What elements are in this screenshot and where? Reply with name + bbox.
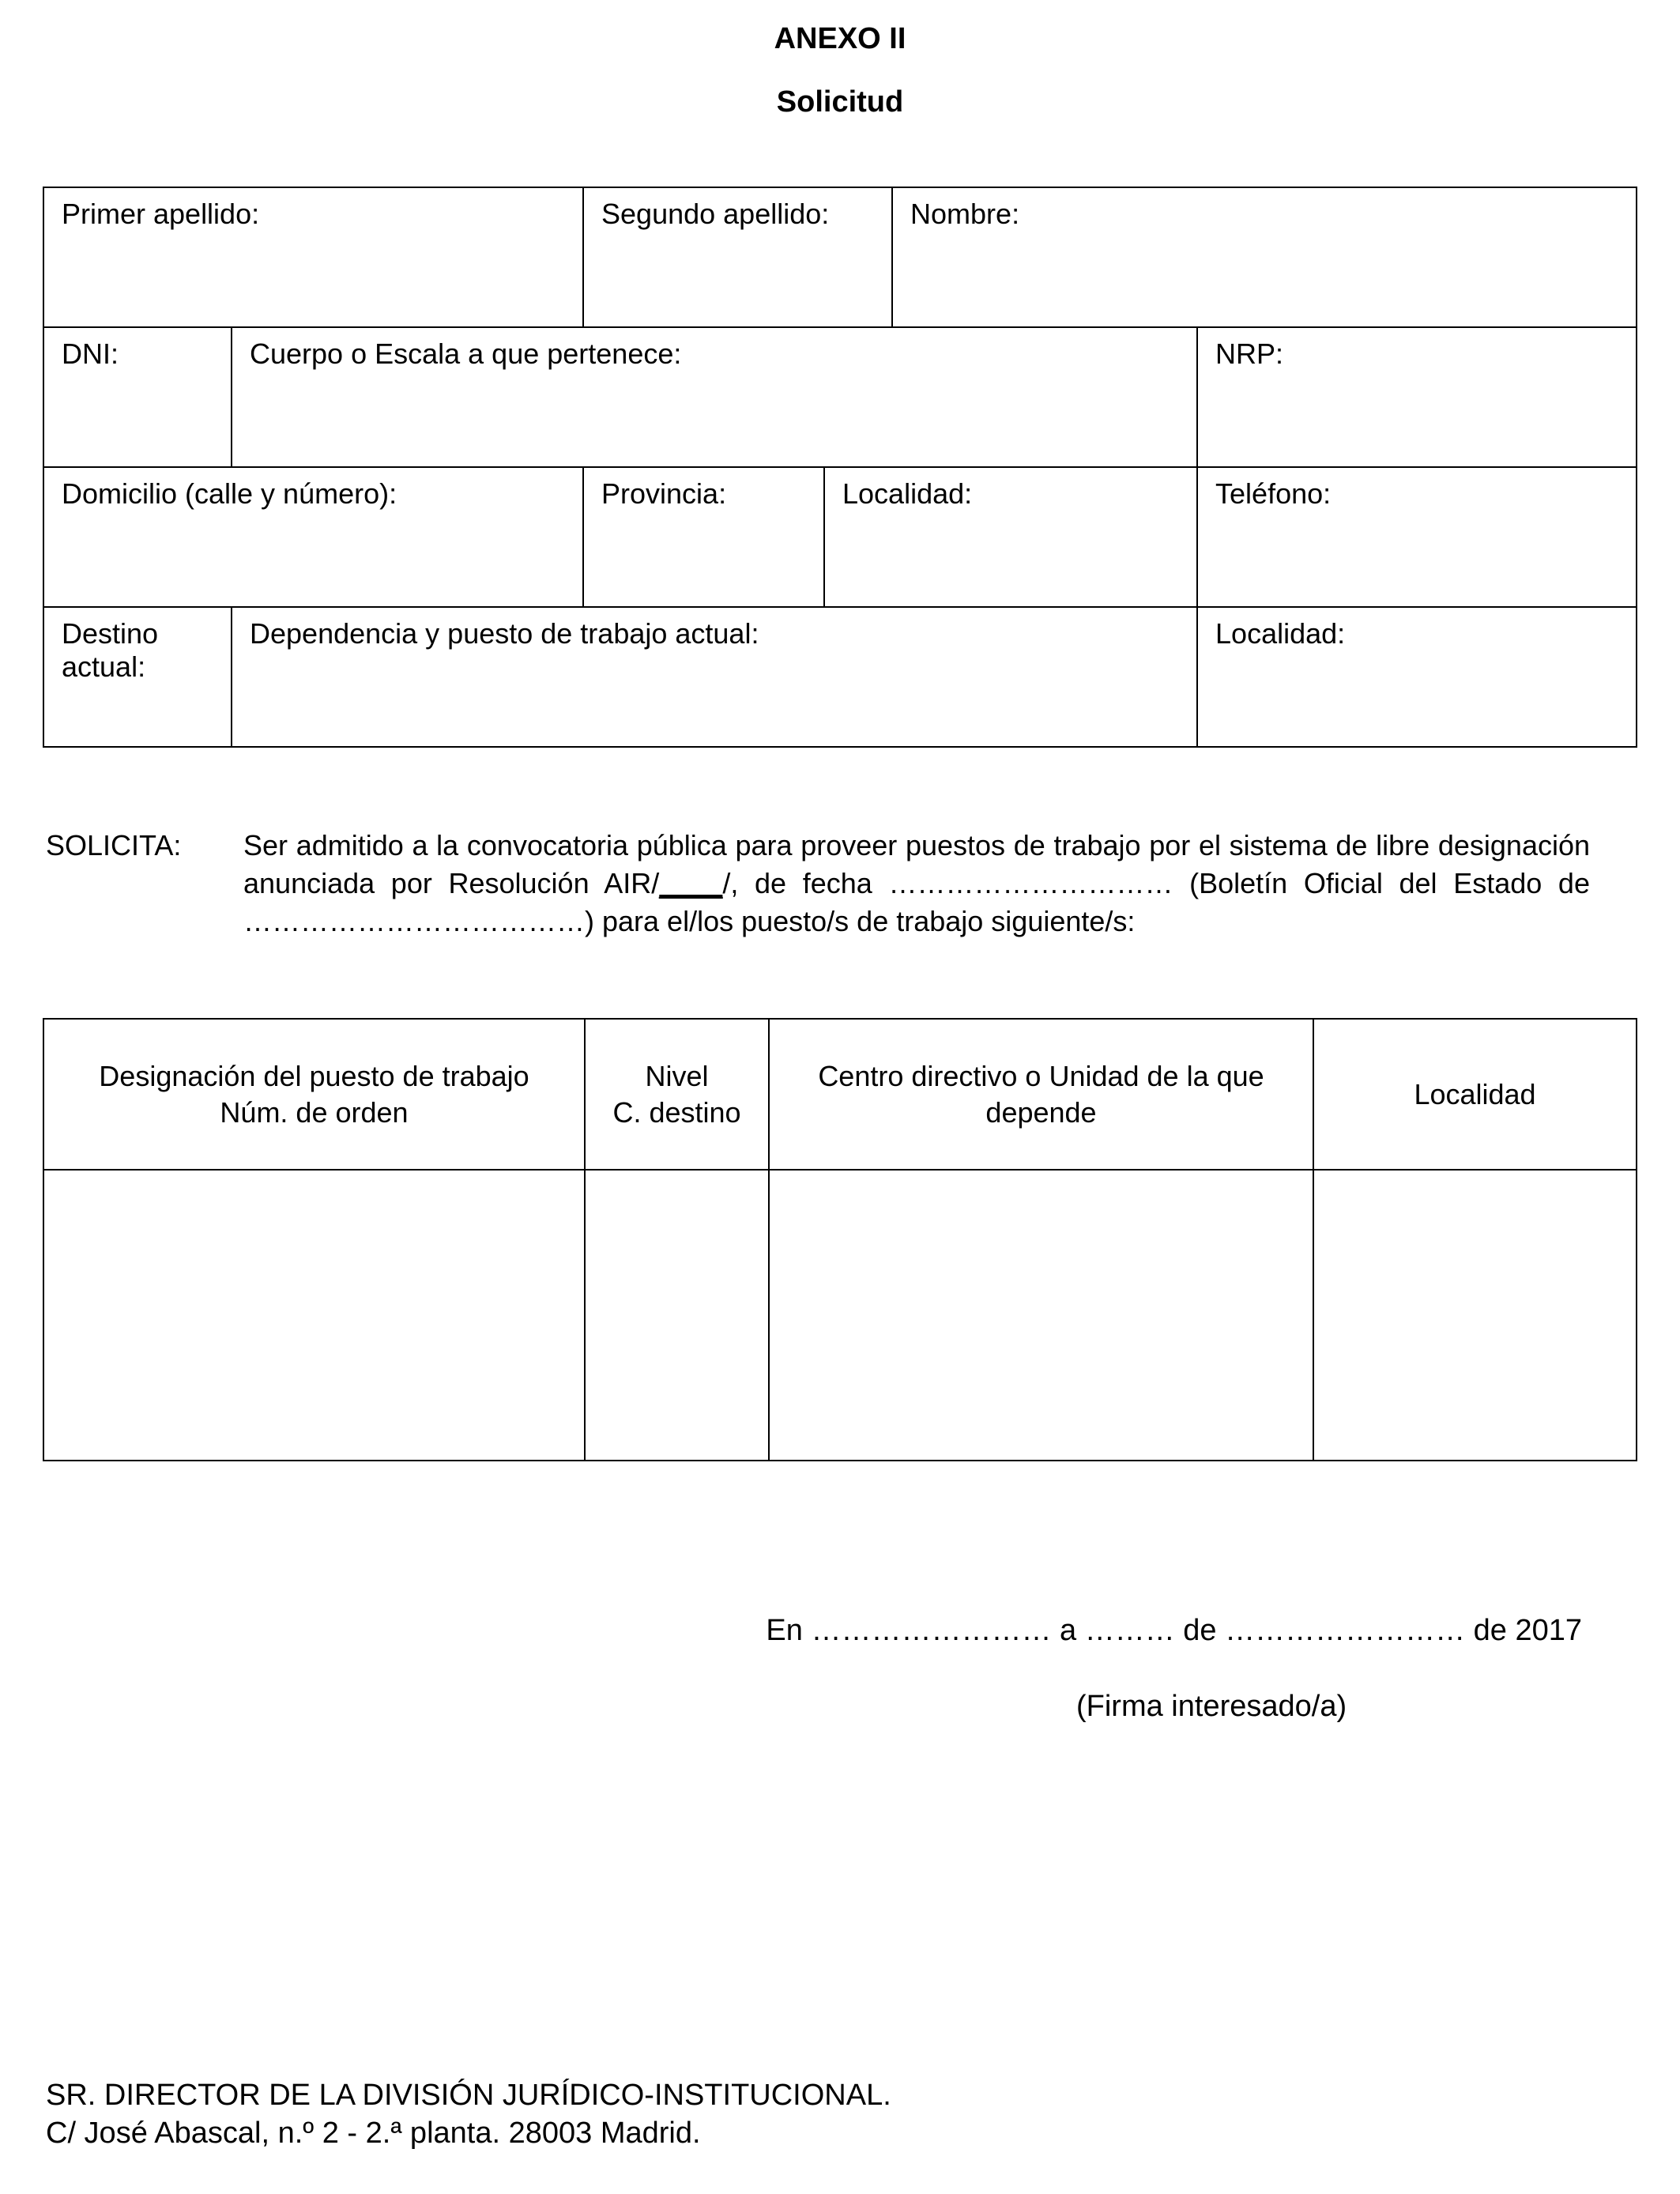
solicita-text	[243, 827, 1590, 941]
nrp-label: NRP:	[1215, 337, 1284, 370]
personal-row-id	[43, 327, 1637, 467]
name-label: Nombre:	[910, 198, 1020, 230]
phone-label: Teléfono:	[1215, 477, 1332, 510]
solicita-text-part2: /, de fecha ………………………… (Boletín Oficial del Estado de ………………………………) para el/los puesto/s de trabajo siguiente/s:	[243, 867, 1590, 937]
current-town-label: Localidad:	[1215, 617, 1346, 650]
positions-header-row	[43, 1019, 1637, 1170]
town-field[interactable]	[824, 467, 1197, 607]
center-entry-cell[interactable]	[769, 1170, 1313, 1461]
current-town-field[interactable]	[1197, 607, 1637, 747]
header-center	[769, 1019, 1313, 1170]
locality-entry-cell[interactable]	[1313, 1170, 1637, 1461]
address-line: C/ José Abascal, n.º 2 - 2.ª planta. 28003 Madrid.	[46, 2117, 701, 2150]
first-surname-field[interactable]	[43, 187, 583, 327]
cuerpo-escala-field[interactable]	[232, 327, 1197, 467]
header-center-line1: Centro directivo o Unidad de la que	[818, 1059, 1264, 1092]
current-destination-field[interactable]	[43, 607, 232, 747]
second-surname-label: Segundo apellido:	[601, 198, 830, 230]
province-label: Provincia:	[601, 477, 727, 510]
personal-data-table	[43, 187, 1637, 748]
header-designation	[43, 1019, 585, 1170]
positions-table	[43, 1018, 1637, 1461]
header-level	[585, 1019, 769, 1170]
current-destination-label: Destino actual:	[62, 617, 159, 683]
designation-entry-cell[interactable]	[43, 1170, 585, 1461]
current-position-label: Dependencia y puesto de trabajo actual:	[250, 617, 759, 650]
name-field[interactable]	[892, 187, 1637, 327]
first-surname-label: Primer apellido:	[62, 198, 260, 230]
header-level-line1: Nivel	[645, 1059, 709, 1092]
header-designation-line1: Designación del puesto de trabajo	[99, 1059, 529, 1092]
dni-label: DNI:	[62, 337, 119, 370]
date-line: En …………………… a ……… de …………………… de 2017	[766, 1614, 1582, 1647]
header-locality	[1313, 1019, 1637, 1170]
personal-row-address	[43, 467, 1637, 607]
header-locality-label: Localidad	[1414, 1077, 1536, 1110]
address-label: Domicilio (calle y número):	[62, 477, 397, 510]
current-position-field[interactable]	[232, 607, 1197, 747]
personal-row-names	[43, 187, 1637, 327]
addressee-line: SR. DIRECTOR DE LA DIVISIÓN JURÍDICO-INSTITUCIONAL.	[46, 2079, 891, 2112]
annex-title: ANEXO II	[774, 22, 906, 55]
form-subtitle: Solicitud	[776, 85, 904, 119]
cuerpo-escala-label: Cuerpo o Escala a que pertenece:	[250, 337, 682, 370]
phone-field[interactable]	[1197, 467, 1637, 607]
dni-field[interactable]	[43, 327, 232, 467]
nrp-field[interactable]	[1197, 327, 1637, 467]
header-level-line2: C. destino	[612, 1095, 741, 1129]
resolution-number-blank[interactable]: ____	[659, 867, 723, 899]
address-field[interactable]	[43, 467, 583, 607]
solicita-text-part1: Ser admitido a la convocatoria pública para proveer puestos de trabajo por el sistema de libre designación anunciada por Resolución AIR/	[243, 829, 1590, 899]
town-label: Localidad:	[842, 477, 973, 510]
level-entry-cell[interactable]	[585, 1170, 769, 1461]
header-center-line2: depende	[985, 1095, 1097, 1129]
province-field[interactable]	[583, 467, 824, 607]
personal-row-destination	[43, 607, 1637, 747]
signature-label: (Firma interesado/a)	[1076, 1690, 1347, 1723]
second-surname-field[interactable]	[583, 187, 892, 327]
header-designation-line2: Núm. de orden	[220, 1095, 409, 1129]
solicita-label: SOLICITA:	[46, 829, 182, 861]
positions-entry-row	[43, 1170, 1637, 1461]
